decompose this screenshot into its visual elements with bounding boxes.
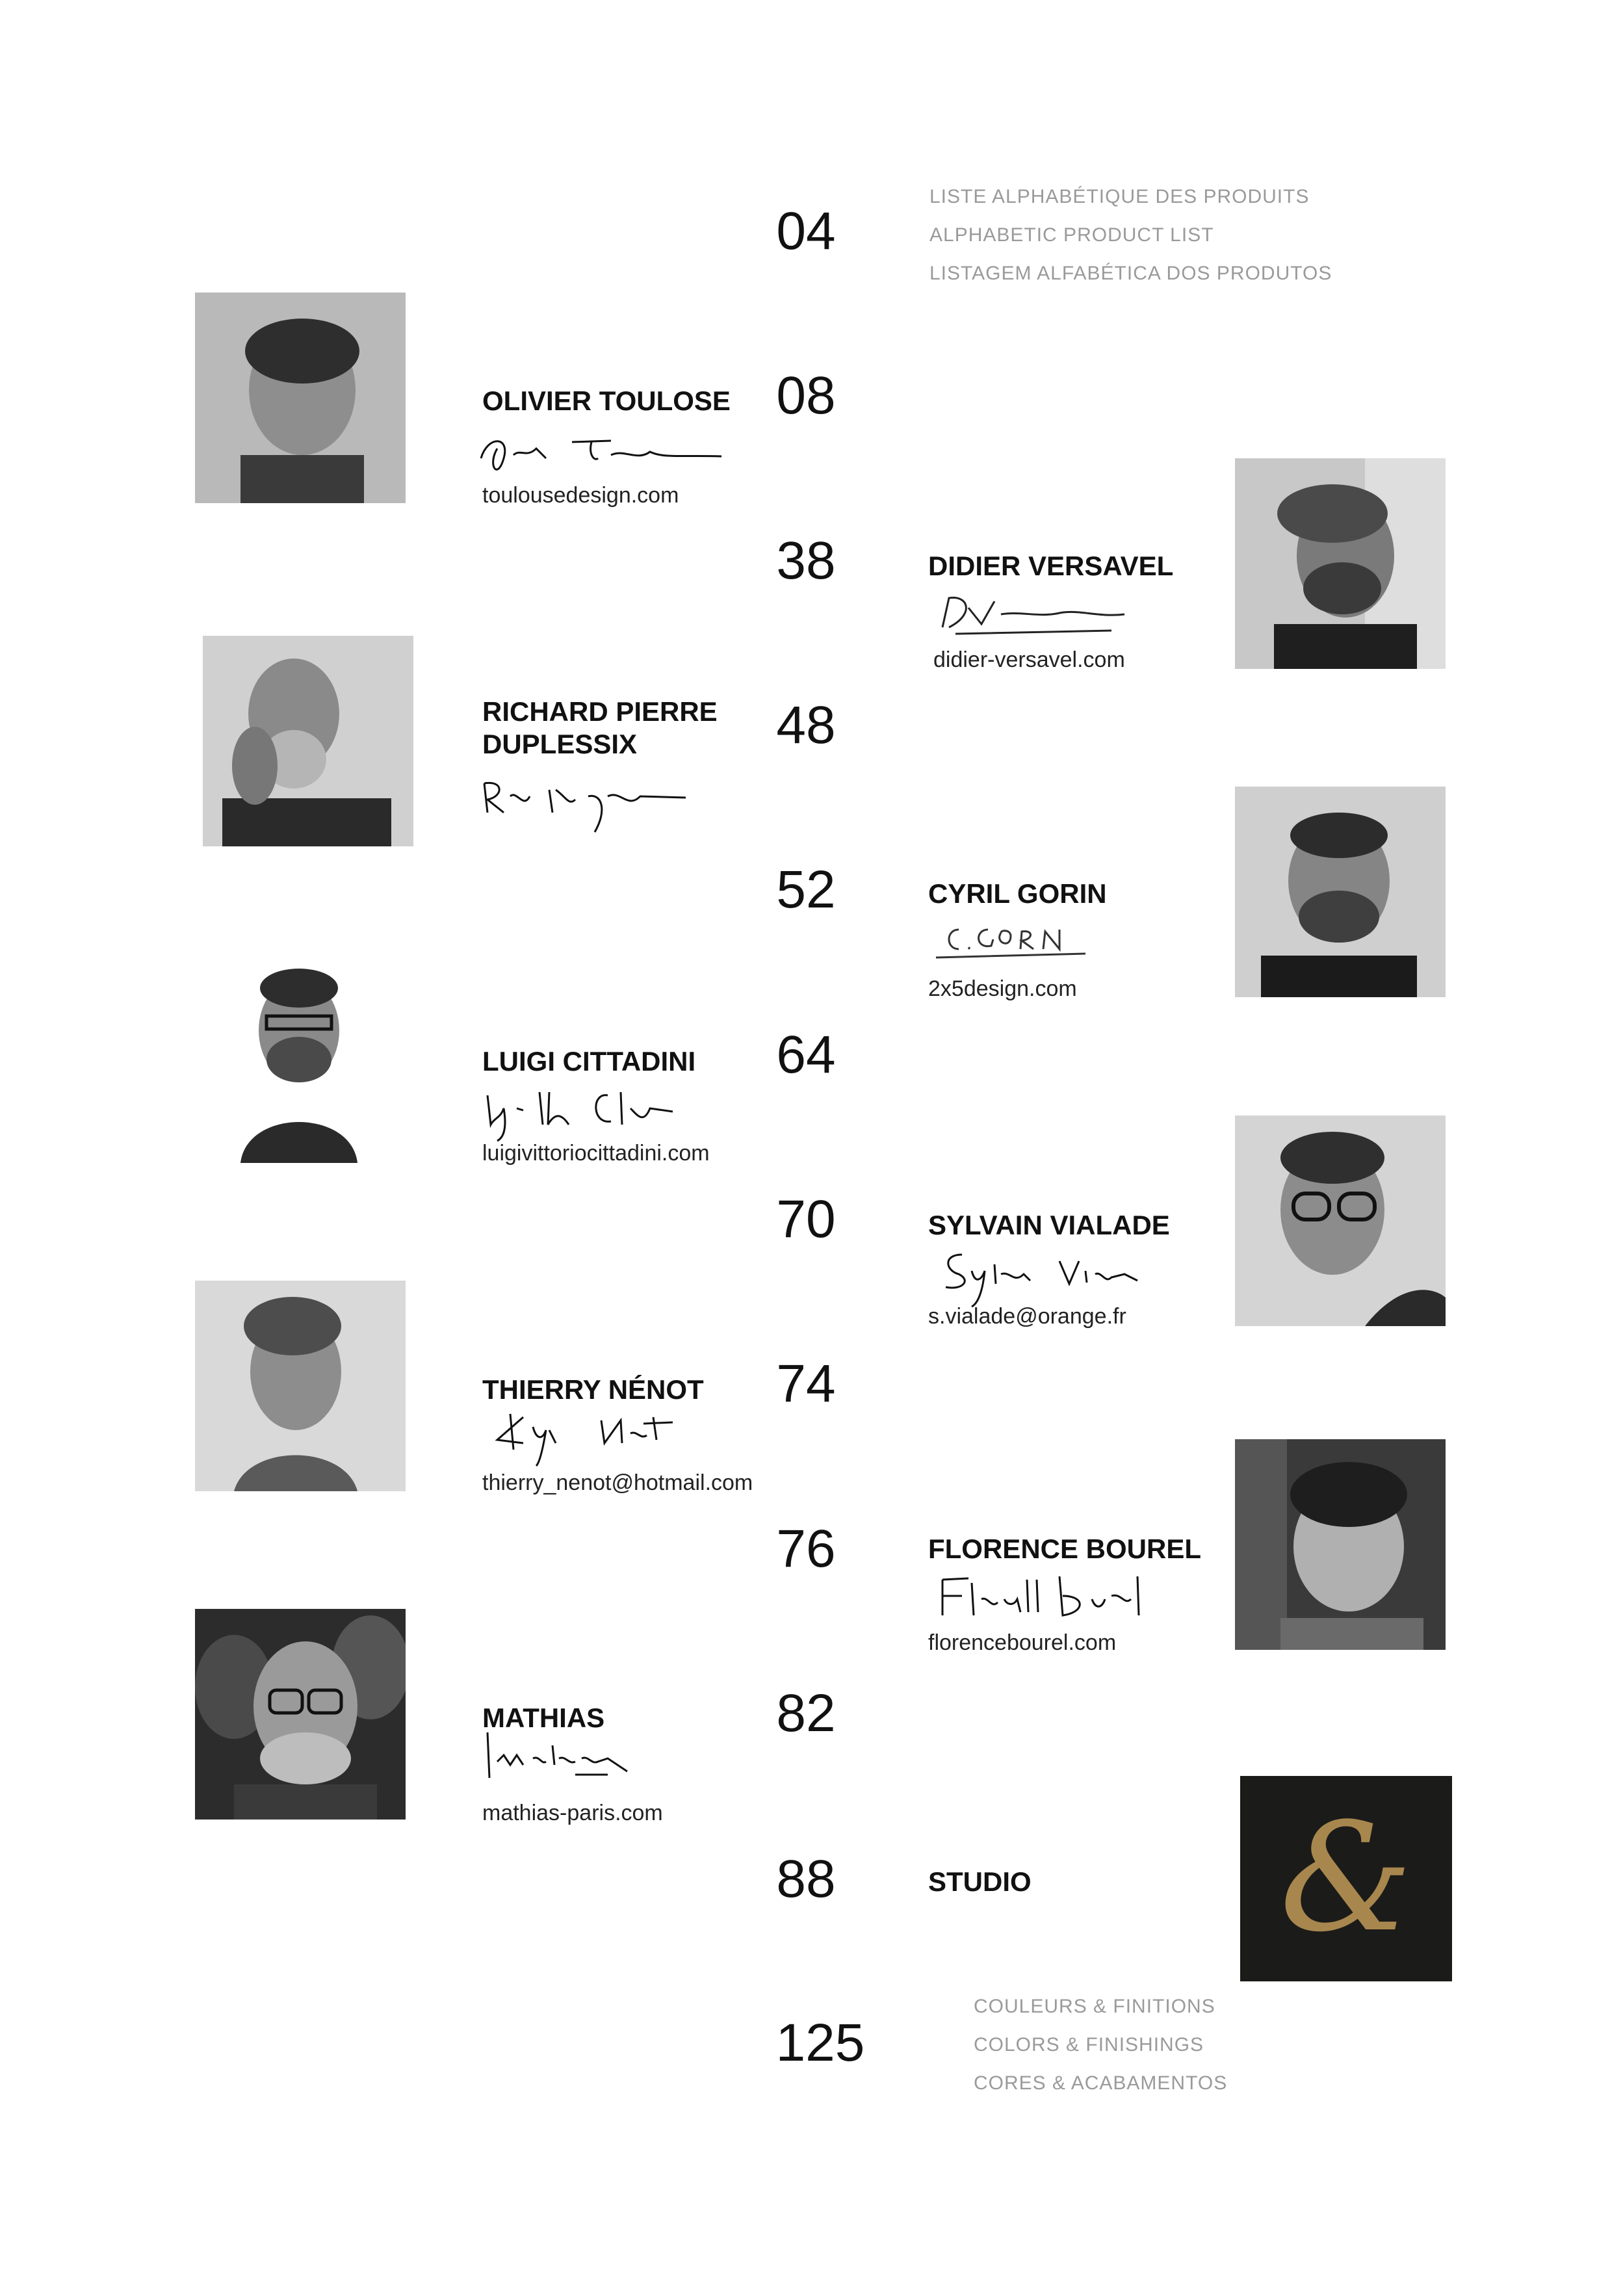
designer-url-florence-bourel[interactable]: florencebourel.com	[928, 1630, 1117, 1655]
designer-name-thierry-nenot: THIERRY NÉNOT	[482, 1374, 704, 1405]
page-number-88: 88	[776, 1849, 836, 1909]
designer-url-didier-versavel[interactable]: didier-versavel.com	[933, 647, 1125, 672]
portrait-luigi-cittadini	[195, 952, 406, 1163]
intro-line-en: ALPHABETIC PRODUCT LIST	[929, 224, 1214, 246]
portrait-olivier-toulose	[195, 293, 406, 503]
designer-url-mathias[interactable]: mathias-paris.com	[482, 1801, 663, 1825]
page-number-70: 70	[776, 1190, 836, 1249]
outro-line-fr: COULEURS & FINITIONS	[974, 1996, 1215, 2017]
page-number-74: 74	[776, 1354, 836, 1413]
signature-thierry-nenot	[484, 1404, 679, 1469]
signature-florence-bourel	[929, 1567, 1150, 1632]
designer-name-cyril-gorin: CYRIL GORIN	[928, 878, 1107, 909]
page-number-52: 52	[776, 860, 836, 919]
page-number-48: 48	[776, 696, 836, 755]
designer-name-sylvain-vialade: SYLVAIN VIALADE	[928, 1210, 1170, 1240]
portrait-sylvain-vialade	[1235, 1115, 1446, 1326]
outro-line-en: COLORS & FINISHINGS	[974, 2034, 1204, 2055]
studio-logo	[1240, 1776, 1452, 1981]
signature-richard-pierre-duplessix	[478, 770, 699, 842]
designer-name-richard-pierre-duplessix-line2: DUPLESSIX	[482, 729, 638, 759]
signature-mathias	[478, 1726, 647, 1791]
designer-name-luigi-cittadini: LUIGI CITTADINI	[482, 1046, 696, 1076]
designer-url-cyril-gorin[interactable]: 2x5design.com	[928, 976, 1077, 1001]
page-number-76: 76	[776, 1519, 836, 1578]
designer-name-olivier-toulose: OLIVIER TOULOSE	[482, 385, 731, 416]
designer-name-richard-pierre-duplessix-line1: RICHARD PIERRE	[482, 696, 718, 727]
portrait-cyril-gorin	[1235, 787, 1446, 997]
intro-line-pt: LISTAGEM ALFABÉTICA DOS PRODUTOS	[929, 263, 1332, 284]
designer-url-thierry-nenot[interactable]: thierry_nenot@hotmail.com	[482, 1470, 753, 1495]
page-number-08: 08	[776, 366, 836, 425]
signature-didier-versavel	[929, 588, 1137, 640]
signature-luigi-cittadini	[478, 1079, 699, 1144]
signature-sylvain-vialade	[936, 1245, 1144, 1310]
designer-name-studio: STUDIO	[928, 1866, 1032, 1897]
outro-line-pt: CORES & ACABAMENTOS	[974, 2072, 1228, 2094]
page-number-125: 125	[775, 2013, 865, 2072]
portrait-richard-pierre-duplessix	[203, 636, 413, 846]
designer-url-olivier-toulose[interactable]: toulousedesign.com	[482, 483, 679, 508]
page-number-64: 64	[776, 1025, 836, 1084]
signature-olivier-toulose	[474, 429, 734, 475]
page-number-38: 38	[776, 531, 836, 590]
portrait-mathias	[195, 1609, 406, 1820]
intro-line-fr: LISTE ALPHABÉTIQUE DES PRODUITS	[929, 186, 1310, 207]
designer-name-didier-versavel: DIDIER VERSAVEL	[928, 551, 1174, 581]
designer-name-mathias: MATHIAS	[482, 1702, 605, 1733]
portrait-didier-versavel	[1235, 458, 1446, 669]
designer-name-florence-bourel: FLORENCE BOUREL	[928, 1533, 1201, 1564]
designer-url-sylvain-vialade[interactable]: s.vialade@orange.fr	[928, 1304, 1126, 1329]
ampersand-logo-glyph: &	[1279, 1792, 1413, 1965]
portrait-thierry-nenot	[195, 1281, 406, 1491]
signature-cyril-gorin	[929, 913, 1098, 965]
page-number-82: 82	[776, 1684, 836, 1743]
portrait-florence-bourel	[1235, 1439, 1446, 1650]
designer-url-luigi-cittadini[interactable]: luigivittoriocittadini.com	[482, 1141, 710, 1166]
page-number-intro: 04	[776, 202, 836, 261]
